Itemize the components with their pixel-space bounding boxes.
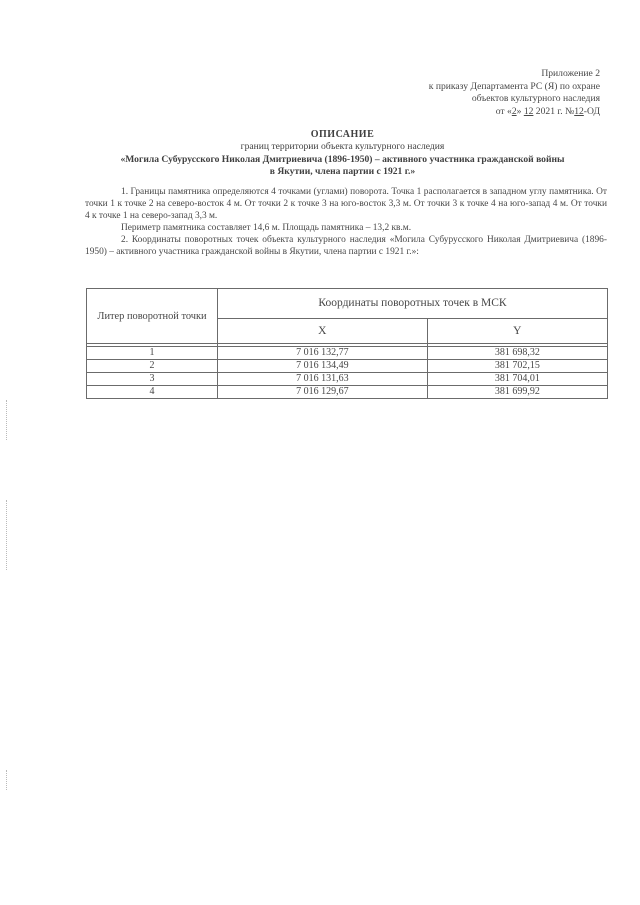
order-year: 2021 г. №	[533, 105, 575, 117]
point-x: 7 016 131,63	[218, 373, 428, 386]
point-number: 1	[87, 347, 218, 360]
order-month: 12	[523, 105, 534, 117]
point-number: 4	[87, 386, 218, 399]
paragraph-perimeter: Периметр памятника составляет 14,6 м. Площадь памятника – 13,2 кв.м.	[121, 223, 412, 233]
table-row	[87, 347, 608, 360]
header-point-label: Литер поворотной точки	[87, 289, 218, 344]
paragraph-coordinates: 2. Координаты поворотных точек объекта культурного наследия «Могила Субурусского Николая Дмитриевича (1896-1950) – активного участника гражданской войны в Якутии, члена партии с 1921 г.»:	[85, 235, 607, 257]
point-number: 2	[87, 360, 218, 373]
point-x: 7 016 129,67	[218, 386, 428, 399]
appendix-line-4	[340, 106, 600, 119]
point-x: 7 016 134,49	[218, 360, 428, 373]
scan-artifact	[6, 500, 9, 570]
appendix-header	[340, 68, 600, 118]
header-x: X	[218, 318, 428, 343]
coordinates-table	[86, 288, 608, 399]
order-number: 12	[574, 105, 584, 117]
point-number: 3	[87, 373, 218, 386]
point-y: 381 704,01	[427, 373, 607, 386]
table-row	[87, 386, 608, 399]
scan-artifact	[6, 770, 9, 790]
document-title	[70, 128, 615, 179]
order-date-prefix: от «	[495, 105, 512, 117]
title-line-2: границ территории объекта культурного наследия	[240, 141, 445, 152]
appendix-line-1: Приложение 2	[541, 68, 600, 79]
table-row	[87, 373, 608, 386]
header-y: Y	[427, 318, 607, 343]
scan-artifact	[6, 400, 9, 440]
header-coordinates: Координаты поворотных точек в МСК	[218, 289, 608, 319]
appendix-line-2: к приказу Департамента РС (Я) по охране	[428, 80, 600, 92]
order-suffix: -ОД	[583, 105, 600, 117]
point-x: 7 016 132,77	[218, 347, 428, 360]
point-y: 381 698,32	[427, 347, 607, 360]
point-y: 381 699,92	[427, 386, 607, 399]
point-y: 381 702,15	[427, 360, 607, 373]
table-row	[87, 360, 608, 373]
title-line-1: ОПИСАНИЕ	[310, 129, 375, 140]
paragraph-boundaries: 1. Границы памятника определяются 4 точками (углами) поворота. Точка 1 располагается в западном углу памятника. От точки 1 к точке 2 на северо-восток 4 м. От точки 2 к точке 3 на юго-восток 3,3 м. От точки 3 к точке 4 на юго-запад 4 м. От точки 4 к точке 1 на северо-запад 3,3 м.	[85, 187, 607, 221]
description-body	[85, 186, 607, 258]
order-day: 2	[511, 105, 517, 117]
title-line-3: «Могила Субурусского Николая Дмитриевича (1896-1950) – активного участника гражданской войны	[120, 153, 565, 165]
order-date-sep: »	[516, 105, 524, 117]
title-line-4: в Якутии, члена партии с 1921 г.»	[269, 166, 416, 177]
appendix-line-3: объектов культурного наследия	[471, 93, 600, 104]
